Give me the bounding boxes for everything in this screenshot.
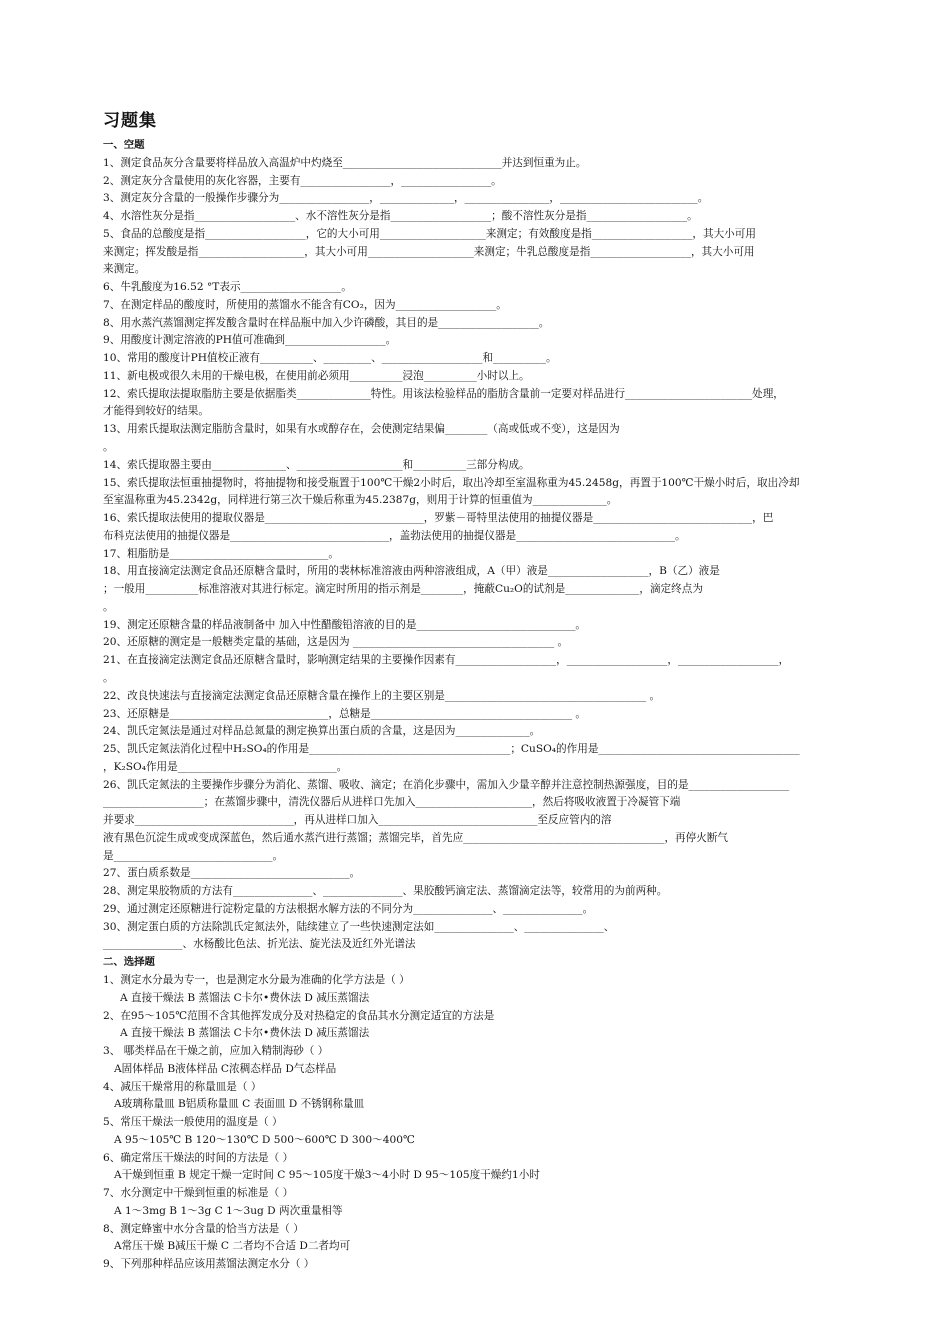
option-line: A 95～105℃ B 120～130℃ D 500～600℃ D 300～400℃ bbox=[114, 1133, 415, 1146]
question-line: 2、在95～105℃范围不含其他挥发成分及对热稳定的食品其水分测定适宜的方法是 bbox=[103, 1009, 495, 1022]
question-line: 24、凯氏定氮法是通过对样品总氮量的测定换算出蛋白质的含量，这是因为______________。 bbox=[103, 725, 541, 738]
document-title: 习题集 bbox=[103, 111, 157, 131]
question-line: 1、测定水分最为专一，也是测定水分最为准确的化学方法是（ ） bbox=[103, 973, 410, 986]
question-line: 25、凯氏定氮法消化过程中H₂SO₄的作用是______________________________________；CuSO₄的作用是______________________________________ bbox=[103, 743, 800, 756]
question-line: 9、用酸度计测定溶液的PH值可准确到___________________。 bbox=[103, 334, 397, 347]
question-line: 。 bbox=[103, 671, 114, 684]
question-line: 10、常用的酸度计PH值校正液有__________、_________、___________________和__________。 bbox=[103, 352, 557, 365]
question-line: 3、测定灰分含量的一般操作步骤分为_________________，______________，________________，__________________________。 bbox=[103, 192, 709, 205]
section-heading: 一、空题 bbox=[103, 139, 145, 151]
question-line: 才能得到较好的结果。 bbox=[103, 405, 209, 418]
question-line: 来测定；挥发酸是指____________________，其大小可用____________________来测定；牛乳总酸度是指___________________，其大小可用 bbox=[103, 245, 755, 258]
question-line: 6、牛乳酸度为16.52 °T表示___________________。 bbox=[103, 281, 352, 294]
question-line: 8、测定蜂蜜中水分含量的恰当方法是（ ） bbox=[103, 1222, 304, 1235]
question-line: 23、还原糖是______________________________，总糖是______________________________________ 。 bbox=[103, 707, 586, 720]
question-line: 20、还原糖的测定是一般糖类定量的基础，这是因为 ______________________________________ 。 bbox=[103, 636, 569, 649]
question-line: 5、常压干燥法一般使用的温度是（ ） bbox=[103, 1116, 283, 1129]
question-line: 9、下列那种样品应该用蒸馏法测定水分（ ） bbox=[103, 1258, 315, 1271]
option-line: A常压干燥 B减压干燥 C 二者均不合适 D二者均可 bbox=[114, 1240, 351, 1253]
question-line: 。 bbox=[103, 600, 114, 613]
question-line: 29、通过测定还原糖进行淀粉定量的方法根据水解方法的不同分为_______________、_______________。 bbox=[103, 902, 594, 915]
question-line: 1、测定食品灰分含量要将样品放入高温炉中灼烧至______________________________并达到恒重为止。 bbox=[103, 156, 587, 169]
question-line: 13、用索氏提取法测定脂肪含量时，如果有水或醇存在，会使测定结果偏________（高或低或不变），这是因为 bbox=[103, 423, 620, 436]
question-line: _______________、水杨酸比色法、折光法、旋光法及近红外光谱法 bbox=[103, 938, 416, 951]
question-line: 液有黑色沉淀生成或变成深蓝色，然后通水蒸汽进行蒸馏；蒸馏完毕，首先应______________________________________，再停火断气 bbox=[103, 831, 729, 844]
question-line: 18、用直接滴定法测定食品还原糖含量时，所用的裴林标准溶液由两种溶液组成，A（甲）液是___________________，B（乙）液是 bbox=[103, 565, 720, 578]
question-line: 4、水溶性灰分是指___________________、水不溶性灰分是指___________________；酸不溶性灰分是指___________________。 bbox=[103, 210, 698, 223]
option-line: A干燥到恒重 B 规定干燥一定时间 C 95～105度干燥3～4小时 D 95～105度干燥约1小时 bbox=[114, 1169, 540, 1182]
question-line: 7、水分测定中干燥到恒重的标准是（ ） bbox=[103, 1187, 294, 1200]
question-line: 6、确定常压干燥法的时间的方法是（ ） bbox=[103, 1151, 294, 1164]
question-line: 12、索氏提取法提取脂肪主要是依据脂类______________特性。用该法检验样品的脂肪含量前一定要对样品进行________________________处理， bbox=[103, 387, 784, 400]
question-line: 8、用水蒸汽蒸馏测定挥发酸含量时在样品瓶中加入少许磷酸，其目的是___________________。 bbox=[103, 316, 550, 329]
question-line: 28、测定果胶物质的方法有_______________、_______________、果胶酸钙滴定法、蒸馏滴定法等，较常用的为前两种。 bbox=[103, 885, 668, 898]
question-line: 。 bbox=[103, 441, 114, 454]
question-line: ___________________；在蒸馏步骤中，清洗仪器后从进样口先加入______________________，然后将吸收液置于冷凝管下端 bbox=[103, 796, 681, 809]
option-line: A 1～3mg B 1～3g C 1～3ug D 两次重量相等 bbox=[114, 1204, 343, 1217]
question-line: 3、 哪类样品在干燥之前，应加入精制海砂（ ） bbox=[103, 1045, 329, 1058]
option-line: A固体样品 B液体样品 C浓稠态样品 D气态样品 bbox=[114, 1062, 337, 1075]
question-line: 11、新电极或很久未用的干燥电极，在使用前必须用__________浸泡__________小时以上。 bbox=[103, 369, 530, 382]
question-line: 4、减压干燥常用的称量皿是（ ） bbox=[103, 1080, 262, 1093]
question-line: 至室温称重为45.2342g，同样进行第三次干燥后称重为45.2387g，则用于计算的恒重值为______________。 bbox=[103, 494, 618, 507]
question-line: 22、改良快速法与直接滴定法测定食品还原糖含量在操作上的主要区别是______________________________________ 。 bbox=[103, 689, 661, 702]
question-line: 21、在直接滴定法测定食品还原糖含量时，影响测定结果的主要操作因素有___________________，___________________，___________________， bbox=[103, 654, 790, 667]
option-line: A玻璃称量皿 B铝质称量皿 C 表面皿 D 不锈钢称量皿 bbox=[114, 1098, 365, 1111]
question-line: 2、测定灰分含量使用的灰化容器，主要有_________________，_________________。 bbox=[103, 174, 502, 187]
question-line: 15、索氏提取法恒重抽提物时，将抽提物和接受瓶置于100℃干燥2小时后，取出冷却至室温称重为45.2458g，再置于100℃干燥小时后，取出冷却 bbox=[103, 476, 800, 489]
question-line: 是______________________________。 bbox=[103, 849, 284, 862]
option-line: A 直接干燥法 B 蒸馏法 C卡尔•费休法 D 减压蒸馏法 bbox=[120, 1027, 370, 1040]
question-line: 17、粗脂肪是______________________________。 bbox=[103, 547, 339, 560]
question-line: ；一般用__________标准溶液对其进行标定。滴定时所用的指示剂是________，掩蔽Cu₂O的试剂是______________，滴定终点为 bbox=[103, 583, 703, 596]
question-line: 7、在测定样品的酸度时，所使用的蒸馏水不能含有CO₂，因为___________________。 bbox=[103, 298, 507, 311]
exercise-body bbox=[103, 137, 848, 1274]
question-line: ，K₂SO₄作用是______________________________。 bbox=[103, 760, 348, 773]
question-line: 27、蛋白质系数是______________________________。 bbox=[103, 867, 361, 880]
question-line: 5、食品的总酸度是指___________________，它的大小可用____________________来测定；有效酸度是指___________________，其大小可用 bbox=[103, 227, 756, 240]
question-line: 19、测定还原糖含量的样品液制备中 加入中性醋酸铅溶液的目的是______________________________。 bbox=[103, 618, 586, 631]
section-heading: 二、选择题 bbox=[103, 956, 155, 969]
option-line: A 直接干燥法 B 蒸馏法 C卡尔•费休法 D 减压蒸馏法 bbox=[120, 991, 370, 1004]
question-line: 14、索氏提取器主要由______________、____________________和__________三部分构成。 bbox=[103, 458, 530, 471]
question-line: 30、测定蛋白质的方法除凯氏定氮法外，陆续建立了一些快速测定法如_______________、_______________、 bbox=[103, 920, 615, 933]
question-line: 并要求______________________________，再从进样口加入______________________________至反应管内的溶 bbox=[103, 814, 612, 827]
question-line: 26、凯氏定氮法的主要操作步骤分为消化、蒸馏、吸收、滴定；在消化步骤中，需加入少量辛醇并注意控制热源强度，目的是___________________ bbox=[103, 778, 790, 791]
question-line: 布科克法使用的抽提仪器是______________________________，盖勃法使用的抽提仪器是______________________________。 bbox=[103, 529, 686, 542]
question-line: 16、索氏提取法使用的提取仪器是______________________________，罗紫－哥特里法使用的抽提仪器是______________________________，巴 bbox=[103, 512, 774, 525]
question-line: 来测定。 bbox=[103, 263, 146, 276]
